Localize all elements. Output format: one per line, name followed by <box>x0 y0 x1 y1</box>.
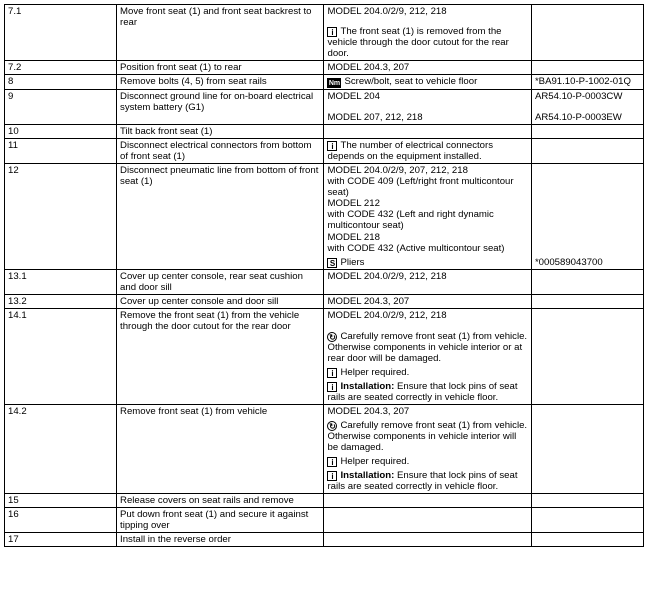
info-text: The front seat (1) is removed from the vehicle through the door cutout for the rear door. <box>327 26 509 60</box>
procedure-table <box>4 4 644 547</box>
caution-icon: ↻ <box>329 421 336 431</box>
caution-detail: Otherwise components in vehicle interior will be damaged. <box>327 430 517 453</box>
model-text: MODEL 204.0/2/9, 212, 218 <box>327 6 447 17</box>
caution-note <box>327 331 527 342</box>
step-action: Position front seat (1) to rear <box>117 61 324 75</box>
step-number: 8 <box>5 75 117 90</box>
info-note <box>327 26 527 59</box>
step-ref <box>531 269 643 294</box>
step-model <box>324 5 531 61</box>
step-model <box>324 164 531 269</box>
caution-text: Carefully remove front seat (1) from vehicle. <box>340 330 528 342</box>
table-row <box>5 5 644 61</box>
table-row <box>5 125 644 139</box>
step-ref <box>531 294 643 308</box>
caution-detail: Otherwise components in vehicle interior or at rear door will be damaged. <box>327 341 523 364</box>
install-note <box>327 381 527 403</box>
step-action: Cover up center console and door sill <box>117 294 324 308</box>
step-number: 15 <box>5 494 117 508</box>
step-ref <box>531 308 643 404</box>
install-label: Installation: <box>340 470 395 482</box>
table-row <box>5 294 644 308</box>
step-action: Disconnect pneumatic line from bottom of front seat (1) <box>117 164 324 269</box>
step-action: Remove bolts (4, 5) from seat rails <box>117 75 324 90</box>
step-number: 11 <box>5 139 117 164</box>
tool-text: Pliers <box>340 256 365 268</box>
table-row <box>5 269 644 294</box>
model-text: MODEL 204 <box>327 91 380 103</box>
step-number: 13.2 <box>5 294 117 308</box>
step-number: 14.1 <box>5 308 117 404</box>
model-text: MODEL 204.3, 207 <box>327 405 410 417</box>
step-model <box>324 125 531 139</box>
helper-note <box>327 367 527 378</box>
code-line: with CODE 432 (Left and right dynamic multicontour seat) <box>327 209 494 232</box>
model-text: MODEL 204.0/2/9, 212, 218 <box>327 309 447 321</box>
info-icon: i <box>327 457 337 467</box>
tool-note <box>327 257 527 268</box>
step-ref <box>531 61 643 75</box>
table-row <box>5 61 644 75</box>
info-text: The number of electrical connectors depends on the equipment installed. <box>327 140 493 163</box>
step-model <box>324 75 531 90</box>
step-number: 7.1 <box>5 5 117 61</box>
step-action: Move front seat (1) and front seat backrest to rear <box>117 5 324 61</box>
step-action: Disconnect ground line for on-board electrical system battery (G1) <box>117 90 324 125</box>
table-row <box>5 494 644 508</box>
step-number: 12 <box>5 164 117 269</box>
step-model: MODEL 204.3, 207 <box>324 294 531 308</box>
table-row <box>5 308 644 404</box>
tool-icon: S <box>327 258 337 268</box>
step-ref[interactable]: *000589043700 <box>531 164 643 269</box>
caution-note <box>327 420 527 431</box>
table-row <box>5 164 644 269</box>
step-ref[interactable]: *BA91.10-P-1002-01Q <box>531 75 643 90</box>
step-ref <box>531 508 643 533</box>
step-action: Release covers on seat rails and remove <box>117 494 324 508</box>
helper-note <box>327 456 527 467</box>
helper-text: Helper required. <box>340 366 410 378</box>
step-ref <box>531 533 643 547</box>
step-action: Install in the reverse order <box>117 533 324 547</box>
step-number: 10 <box>5 125 117 139</box>
step-number: 7.2 <box>5 61 117 75</box>
step-ref <box>531 494 643 508</box>
info-icon: i <box>327 471 337 481</box>
step-number: 17 <box>5 533 117 547</box>
step-action: Put down front seat (1) and secure it against tipping over <box>117 508 324 533</box>
code-line: with CODE 409 (Left/right front multicontour seat) <box>327 176 514 199</box>
step-number: 16 <box>5 508 117 533</box>
step-model <box>324 90 531 125</box>
ref-link[interactable]: AR54.10-P-0003CW <box>534 91 623 103</box>
install-label: Installation: <box>340 380 395 392</box>
step-action: Tilt back front seat (1) <box>117 125 324 139</box>
info-icon: i <box>327 141 337 151</box>
table-row <box>5 533 644 547</box>
model-line: MODEL 204.0/2/9, 207, 212, 218 <box>327 165 468 177</box>
step-number: 9 <box>5 90 117 125</box>
step-model <box>324 404 531 493</box>
model-text: MODEL 207, 212, 218 <box>327 112 423 124</box>
install-text: Ensure that lock pins of seat rails are seated correctly in vehicle floor. <box>327 470 518 493</box>
step-action: Disconnect electrical connectors from bottom of front seat (1) <box>117 139 324 164</box>
table-row <box>5 404 644 493</box>
step-model: MODEL 204.3, 207 <box>324 61 531 75</box>
table-row <box>5 90 644 125</box>
info-icon: i <box>327 382 337 392</box>
step-number: 13.1 <box>5 269 117 294</box>
step-action: Cover up center console, rear seat cushion and door sill <box>117 269 324 294</box>
model-line: MODEL 212 <box>327 198 380 210</box>
caution-icon: ↻ <box>329 332 336 342</box>
step-model: MODEL 204.0/2/9, 212, 218 <box>324 269 531 294</box>
code-line: with CODE 432 (Active multicontour seat) <box>327 242 505 254</box>
step-ref <box>531 404 643 493</box>
step-model <box>324 533 531 547</box>
step-ref <box>531 125 643 139</box>
info-icon: i <box>327 368 337 378</box>
step-ref <box>531 5 643 61</box>
step-ref <box>531 90 643 125</box>
table-row <box>5 508 644 533</box>
install-text: Ensure that lock pins of seat rails are seated correctly in vehicle floor. <box>327 380 518 403</box>
torque-text: Screw/bolt, seat to vehicle floor <box>344 76 478 88</box>
step-ref <box>531 139 643 164</box>
step-number: 14.2 <box>5 404 117 493</box>
info-icon: i <box>327 27 337 37</box>
step-model <box>324 508 531 533</box>
install-note <box>327 470 527 492</box>
table-row <box>5 75 644 90</box>
model-line: MODEL 218 <box>327 231 380 243</box>
step-model <box>324 308 531 404</box>
step-model <box>324 494 531 508</box>
ref-link[interactable]: AR54.10-P-0003EW <box>534 112 622 124</box>
step-action: Remove the front seat (1) from the vehicle through the door cutout for the rear door <box>117 308 324 404</box>
step-model <box>324 139 531 164</box>
helper-text: Helper required. <box>340 456 410 468</box>
torque-icon: Nm <box>328 80 341 88</box>
caution-text: Carefully remove front seat (1) from vehicle. <box>340 419 528 431</box>
table-row <box>5 139 644 164</box>
step-action: Remove front seat (1) from vehicle <box>117 404 324 493</box>
